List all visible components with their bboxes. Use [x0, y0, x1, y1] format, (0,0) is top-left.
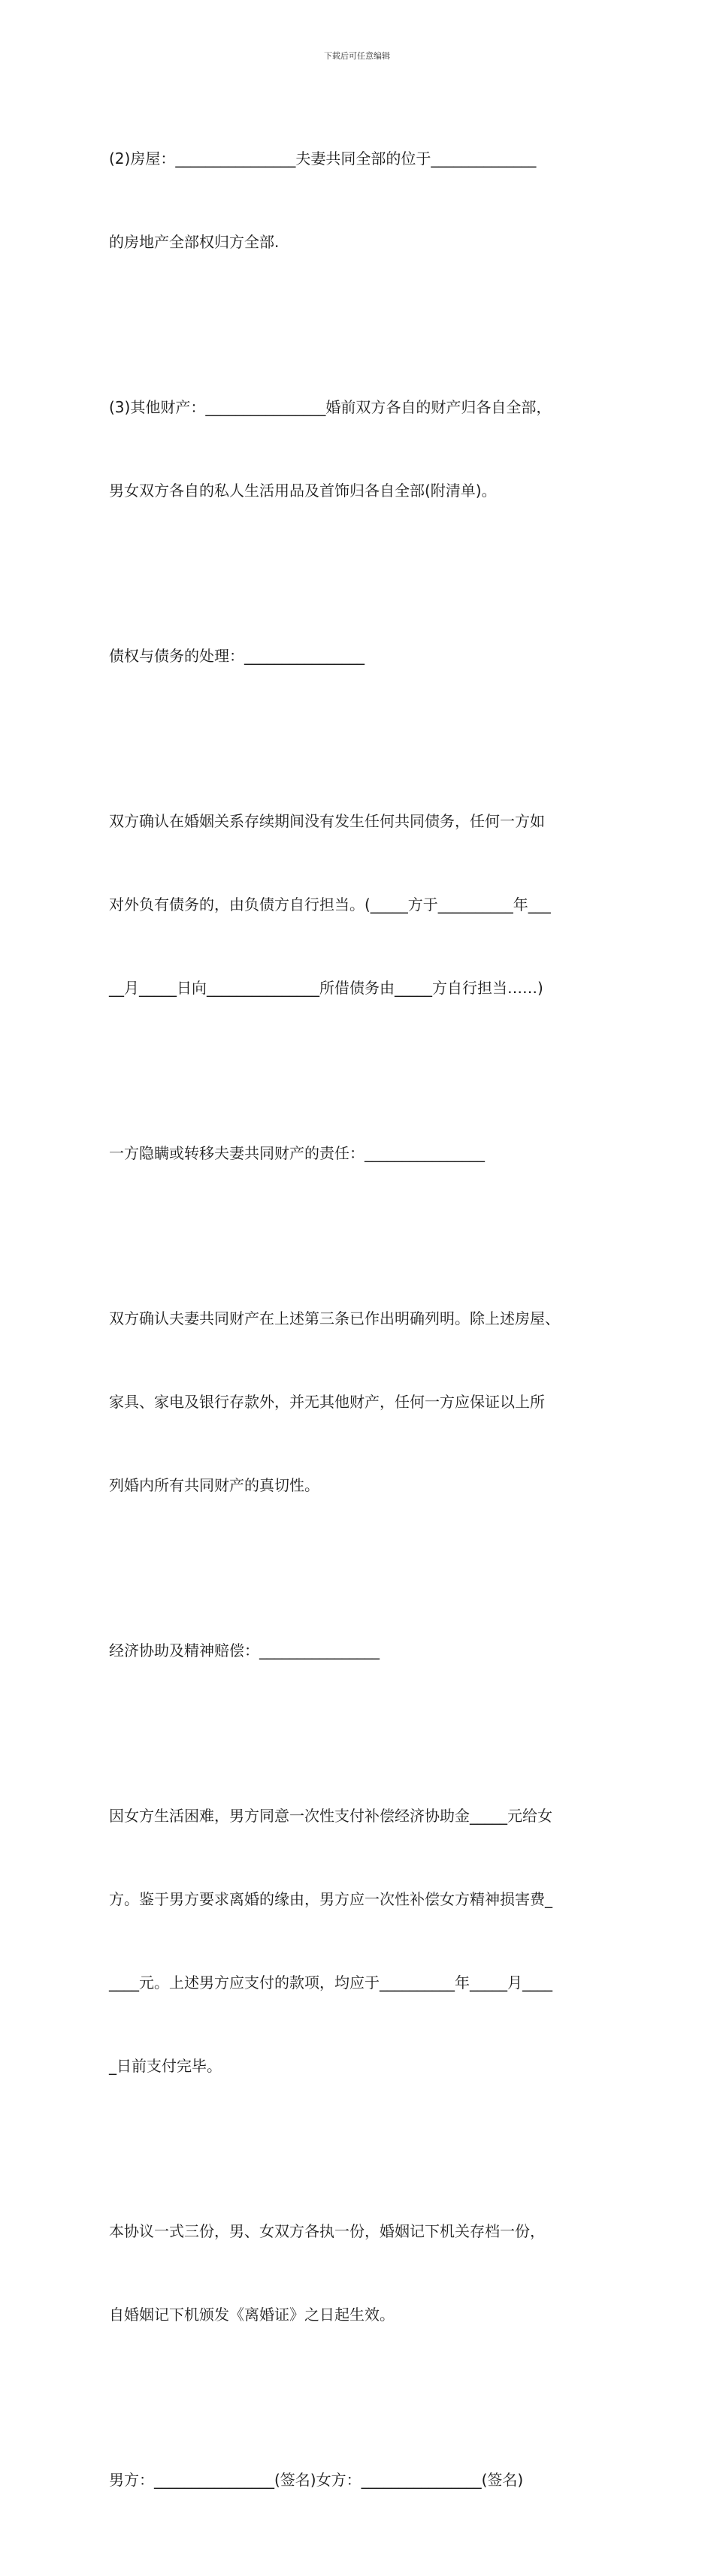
signature-line	[109, 2411, 613, 2550]
text-line: 的房地产全部权归方全部.	[109, 233, 280, 251]
text-line: _日前支付完毕。	[109, 2057, 222, 2075]
text-line: 经济协助及精神赔偿：________________	[109, 1641, 380, 1659]
text-line: 家具、家电及银行存款外，并无其他财产，任何一方应保证以上所	[109, 1393, 545, 1411]
text-line: 债权与债务的处理：________________	[109, 647, 365, 665]
clause-house	[109, 89, 613, 312]
clause-debts	[109, 752, 613, 1058]
text-line: __月_____日向_______________所借债务由_____方自行担当……)	[109, 979, 543, 997]
heading-debts	[109, 587, 613, 726]
text-line: 因女方生活困难，男方同意一次性支付补偿经济协助金_____元给女	[109, 1807, 552, 1825]
text-line: 列婚内所有共同财产的真切性。	[109, 1476, 319, 1494]
text-line: (2)房屋：________________夫妻共同全部的位于______________	[109, 149, 537, 168]
text-line: 双方确认夫妻共同财产在上述第三条已作出明确列明。除上述房屋、	[109, 1309, 560, 1327]
clause-other-property	[109, 338, 613, 560]
page-header-note: 下载后可任意编辑	[324, 51, 390, 61]
text-line: 自婚姻记下机颁发《离婚证》之日起生效。	[109, 2306, 395, 2324]
text-line: 男方：________________(签名)女方：________________(签名)	[109, 2471, 524, 2489]
text-line: 本协议一式三份，男、女双方各执一份，婚姻记下机关存档一份，	[109, 2222, 545, 2240]
clause-compensation	[109, 1747, 613, 2136]
text-line: (3)其他财产：________________婚前双方各自的财产归各自全部，	[109, 398, 552, 416]
heading-concealment	[109, 1084, 613, 1223]
text-line: ____元。上述男方应支付的款项，均应于__________年_____月____	[109, 1974, 552, 1992]
text-line: 对外负有债务的，由负债方自行担当。(_____方于__________年___	[109, 895, 551, 914]
clause-property-confirmation	[109, 1249, 613, 1555]
document-body	[109, 89, 613, 2576]
text-line: 一方隐瞒或转移夫妻共同财产的责任：________________	[109, 1144, 485, 1162]
clause-copies	[109, 2162, 613, 2384]
text-line: 方。鉴于男方要求离婚的缘由，男方应一次性补偿女方精神损害费_	[109, 1890, 552, 1908]
text-line: 男女双方各自的私人生活用品及首饰归各自全部(附清单)。	[109, 482, 497, 500]
text-line: 双方确认在婚姻关系存续期间没有发生任何共同债务，任何一方如	[109, 812, 545, 830]
heading-compensation	[109, 1581, 613, 1720]
